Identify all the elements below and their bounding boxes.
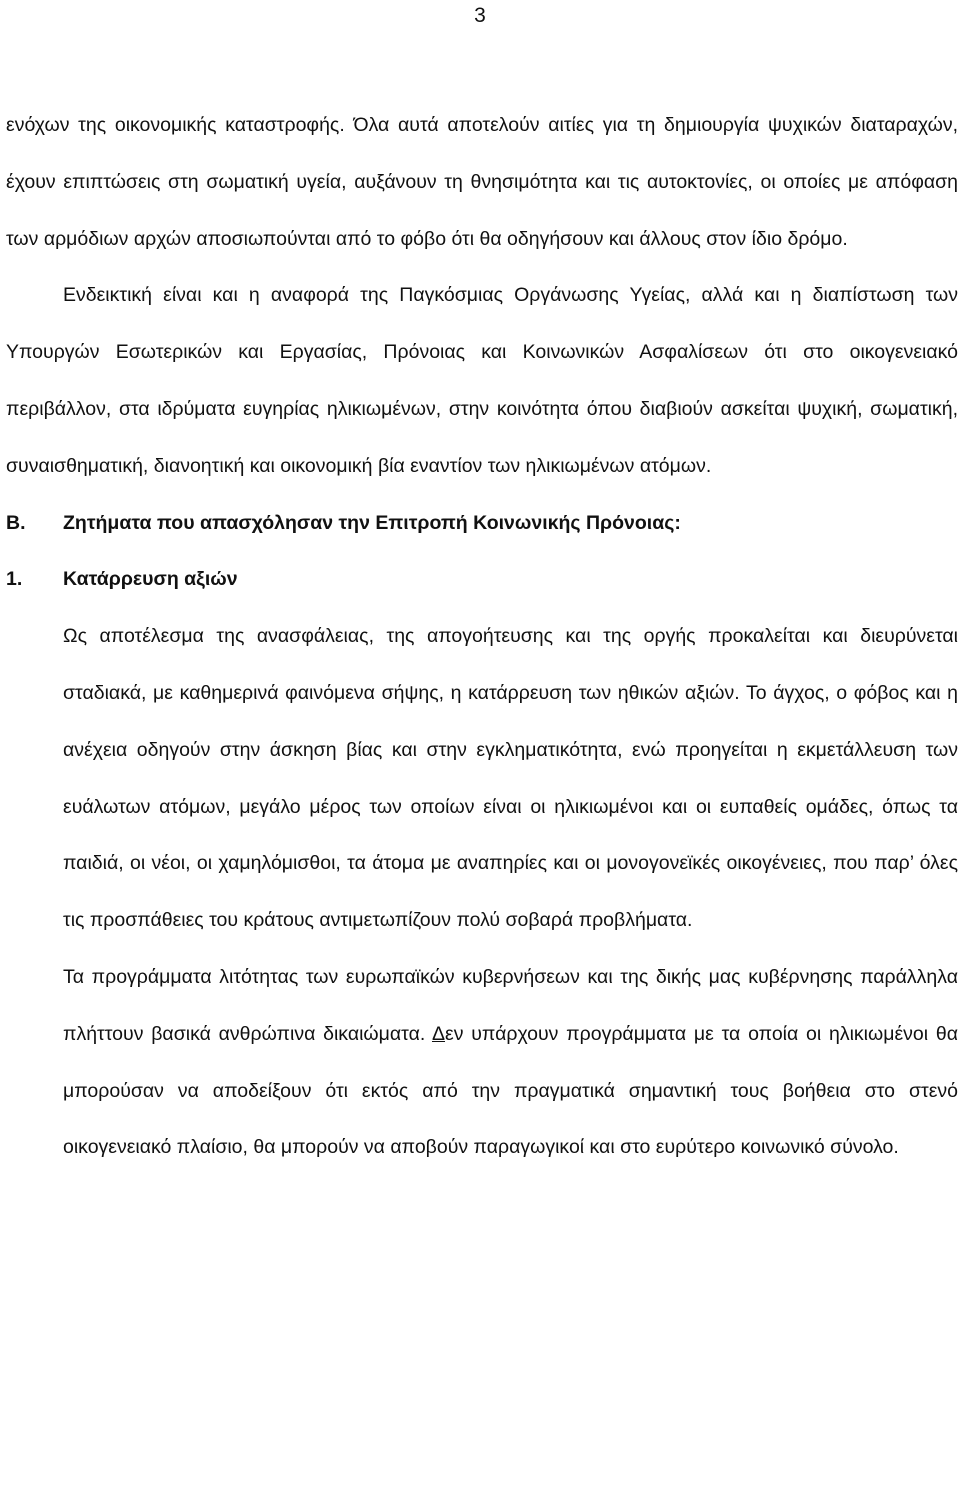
document-body [6, 97, 958, 1176]
paragraph-4-part-1: Τα προγράμματα λιτότητας των ευρωπαϊκών κυβερνήσεων και της δικής μας κυβέρνησης παράλληλα πλήττουν βασικά ανθρώπινα δικαιώματα. [63, 965, 958, 1045]
page-number: 3 [474, 4, 486, 27]
subsection-1-title: Κατάρρευση αξιών [63, 568, 238, 591]
subsection-1-number: 1. [6, 568, 23, 591]
section-b-number: Β. [6, 511, 26, 534]
paragraph-4-underlined-letter: Δ [431, 1022, 446, 1045]
paragraph-3: Ως αποτέλεσμα της ανασφάλειας, της απογοήτευσης και της οργής προκαλείται και διευρύνεται σταδιακά, με καθημερινά φαινόμενα σήψης, η κατάρρευση των ηθικών αξιών. Το άγχος, ο φόβος και η ανέχεια οδηγούν στην άσκηση βίας και στην εγκληματικότητα, ενώ προηγείται η εκμετάλλευση των ευάλωτων ατόμων, μεγάλο μέρος των οποίων είναι οι ηλικιωμένοι και οι ευπαθείς ομάδες, όπως τα παιδιά, οι νέοι, οι χαμηλόμισθοι, τα άτομα με αναπηρίες και οι μονογονεϊκές οικογένειες, που παρ’ όλες τις προσπάθειες του κράτους αντιμετωπίζουν πολύ σοβαρά προβλήματα. [63, 625, 958, 932]
subsection-1-heading [6, 551, 958, 608]
paragraph-2: Ενδεικτική είναι και η αναφορά της Παγκόσμιας Οργάνωσης Υγείας, αλλά και η διαπίστωση των Υπουργών Εσωτερικών και Εργασίας, Πρόνοιας και Κοινωνικών Ασφαλίσεων ότι στο οικογενειακό περιβάλλον, στα ιδρύματα ευγηρίας ηλικιωμένων, στην κοινότητα όπου διαβιούν ασκείται ψυχική, σωματική, συναισθηματική, διανοητική και οικονομική βία εναντίον των ηλικιωμένων ατόμων. [6, 284, 958, 477]
paragraph-4 [63, 949, 958, 1176]
section-b-title: Ζητήματα που απασχόλησαν την Επιτροπή Κοινωνικής Πρόνοιας: [63, 511, 681, 534]
paragraph-4-part-2: εν υπάρχουν προγράμματα με τα οποία οι ηλικιωμένοι θα μπορούσαν να αποδείξουν ότι εκτός από την πραγματικά σημαντική τους βοήθεια στο στενό οικογενειακό πλαίσιο, θα μπορούν να αποβούν παραγωγικοί και στο ευρύτερο κοινωνικό σύνολο. [63, 1022, 958, 1159]
section-b-heading [6, 495, 958, 552]
subsection-1-body [6, 608, 958, 1176]
paragraph-1: ενόχων της οικονομικής καταστροφής. Όλα αυτά αποτελούν αιτίες για τη δημιουργία ψυχικών διαταραχών, έχουν επιπτώσεις στη σωματική υγεία, αυξάνουν τη θνησιμότητα και τις αυτοκτονίες, οι οποίες με απόφαση των αρμόδιων αρχών αποσιωπούνται από το φόβο ότι θα οδηγήσουν και άλλους στον ίδιο δρόμο. [6, 114, 958, 250]
